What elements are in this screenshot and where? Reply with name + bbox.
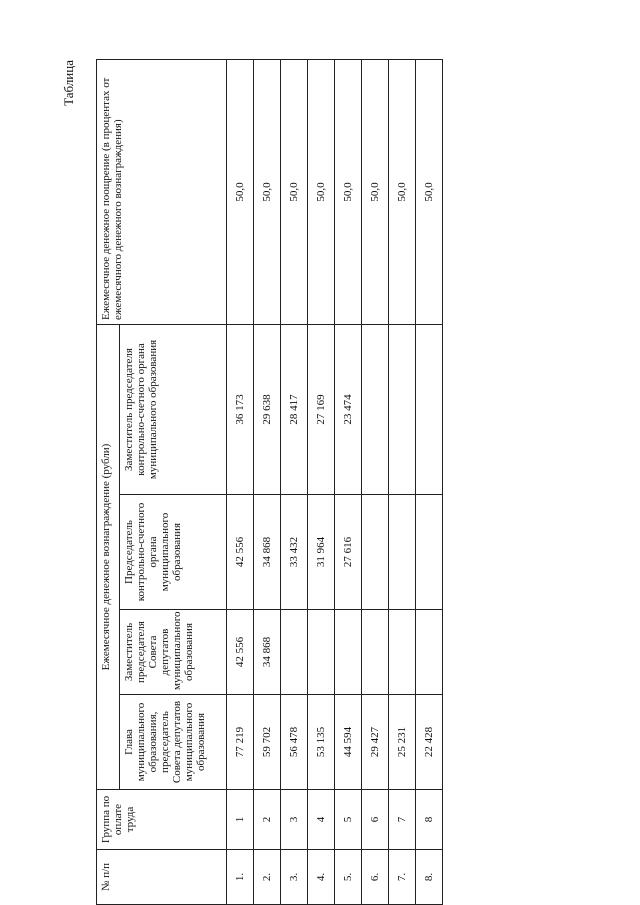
cell-chair-audit: 42 556: [227, 495, 254, 610]
header-row-1: [97, 59, 120, 904]
table-row: [335, 59, 362, 904]
cell-chair-audit: 34 868: [254, 495, 281, 610]
cell-num: 3.: [281, 850, 308, 905]
header-chair-audit: Председатель контрольно-счетного органа муниципального образования: [120, 495, 227, 610]
header-reward-group: Ежемесячное денежное вознаграждение (рубли): [97, 324, 120, 789]
cell-bonus: 50,0: [335, 59, 362, 324]
cell-deputy-audit: 29 638: [254, 324, 281, 494]
header-head: Глава муниципального образования, председатель Совета депутатов муниципального образования: [120, 695, 227, 790]
table-body: [227, 59, 443, 904]
header-num: № п/п: [97, 850, 227, 905]
table-row: [362, 59, 389, 904]
header-group: Группа по оплате труда: [97, 790, 227, 850]
cell-deputy-council: 34 868: [254, 610, 281, 695]
cell-deputy-council: [362, 610, 389, 695]
header-deputy-council: Заместитель председателя Совета депутатов муниципального образования: [120, 610, 227, 695]
cell-bonus: 50,0: [281, 59, 308, 324]
cell-num: 6.: [362, 850, 389, 905]
cell-deputy-audit: 27 169: [308, 324, 335, 494]
cell-bonus: 50,0: [254, 59, 281, 324]
cell-num: 5.: [335, 850, 362, 905]
cell-deputy-council: 42 556: [227, 610, 254, 695]
cell-head: 44 594: [335, 695, 362, 790]
cell-chair-audit: 33 432: [281, 495, 308, 610]
cell-deputy-audit: [416, 324, 443, 494]
cell-group: 5: [335, 790, 362, 850]
cell-num: 1.: [227, 850, 254, 905]
cell-num: 4.: [308, 850, 335, 905]
cell-chair-audit: [389, 495, 416, 610]
cell-bonus: 50,0: [362, 59, 389, 324]
cell-deputy-audit: [389, 324, 416, 494]
cell-deputy-council: [389, 610, 416, 695]
table-caption: Таблица: [61, 60, 76, 106]
cell-head: 22 428: [416, 695, 443, 790]
table-row: [281, 59, 308, 904]
cell-deputy-council: [308, 610, 335, 695]
cell-group: 1: [227, 790, 254, 850]
cell-num: 8.: [416, 850, 443, 905]
table-row: [416, 59, 443, 904]
cell-bonus: 50,0: [227, 59, 254, 324]
cell-group: 4: [308, 790, 335, 850]
cell-deputy-audit: 23 474: [335, 324, 362, 494]
cell-chair-audit: 31 964: [308, 495, 335, 610]
cell-group: 3: [281, 790, 308, 850]
cell-deputy-audit: 28 417: [281, 324, 308, 494]
cell-head: 29 427: [362, 695, 389, 790]
header-bonus: Ежемесячное денежное поощрение (в процентах от ежемесячного денежного вознаграждения): [97, 59, 227, 324]
cell-chair-audit: 27 616: [335, 495, 362, 610]
cell-group: 2: [254, 790, 281, 850]
cell-bonus: 50,0: [308, 59, 335, 324]
cell-chair-audit: [416, 495, 443, 610]
cell-bonus: 50,0: [389, 59, 416, 324]
cell-group: 6: [362, 790, 389, 850]
cell-head: 53 135: [308, 695, 335, 790]
cell-num: 7.: [389, 850, 416, 905]
header-deputy-audit: Заместитель председателя контрольно-счетного органа муниципального образования: [120, 324, 227, 494]
cell-bonus: 50,0: [416, 59, 443, 324]
table-row: [389, 59, 416, 904]
cell-deputy-audit: [362, 324, 389, 494]
table-row: [308, 59, 335, 904]
cell-deputy-audit: 36 173: [227, 324, 254, 494]
table-row: [254, 59, 281, 904]
cell-group: 8: [416, 790, 443, 850]
cell-deputy-council: [281, 610, 308, 695]
cell-group: 7: [389, 790, 416, 850]
table-header: [97, 59, 227, 904]
cell-chair-audit: [362, 495, 389, 610]
cell-deputy-council: [335, 610, 362, 695]
remuneration-table: [96, 59, 443, 905]
cell-head: 25 231: [389, 695, 416, 790]
cell-head: 77 219: [227, 695, 254, 790]
cell-deputy-council: [416, 610, 443, 695]
rotated-table-block: [60, 60, 480, 905]
cell-head: 59 702: [254, 695, 281, 790]
cell-head: 56 478: [281, 695, 308, 790]
cell-num: 2.: [254, 850, 281, 905]
table-row: [227, 59, 254, 904]
